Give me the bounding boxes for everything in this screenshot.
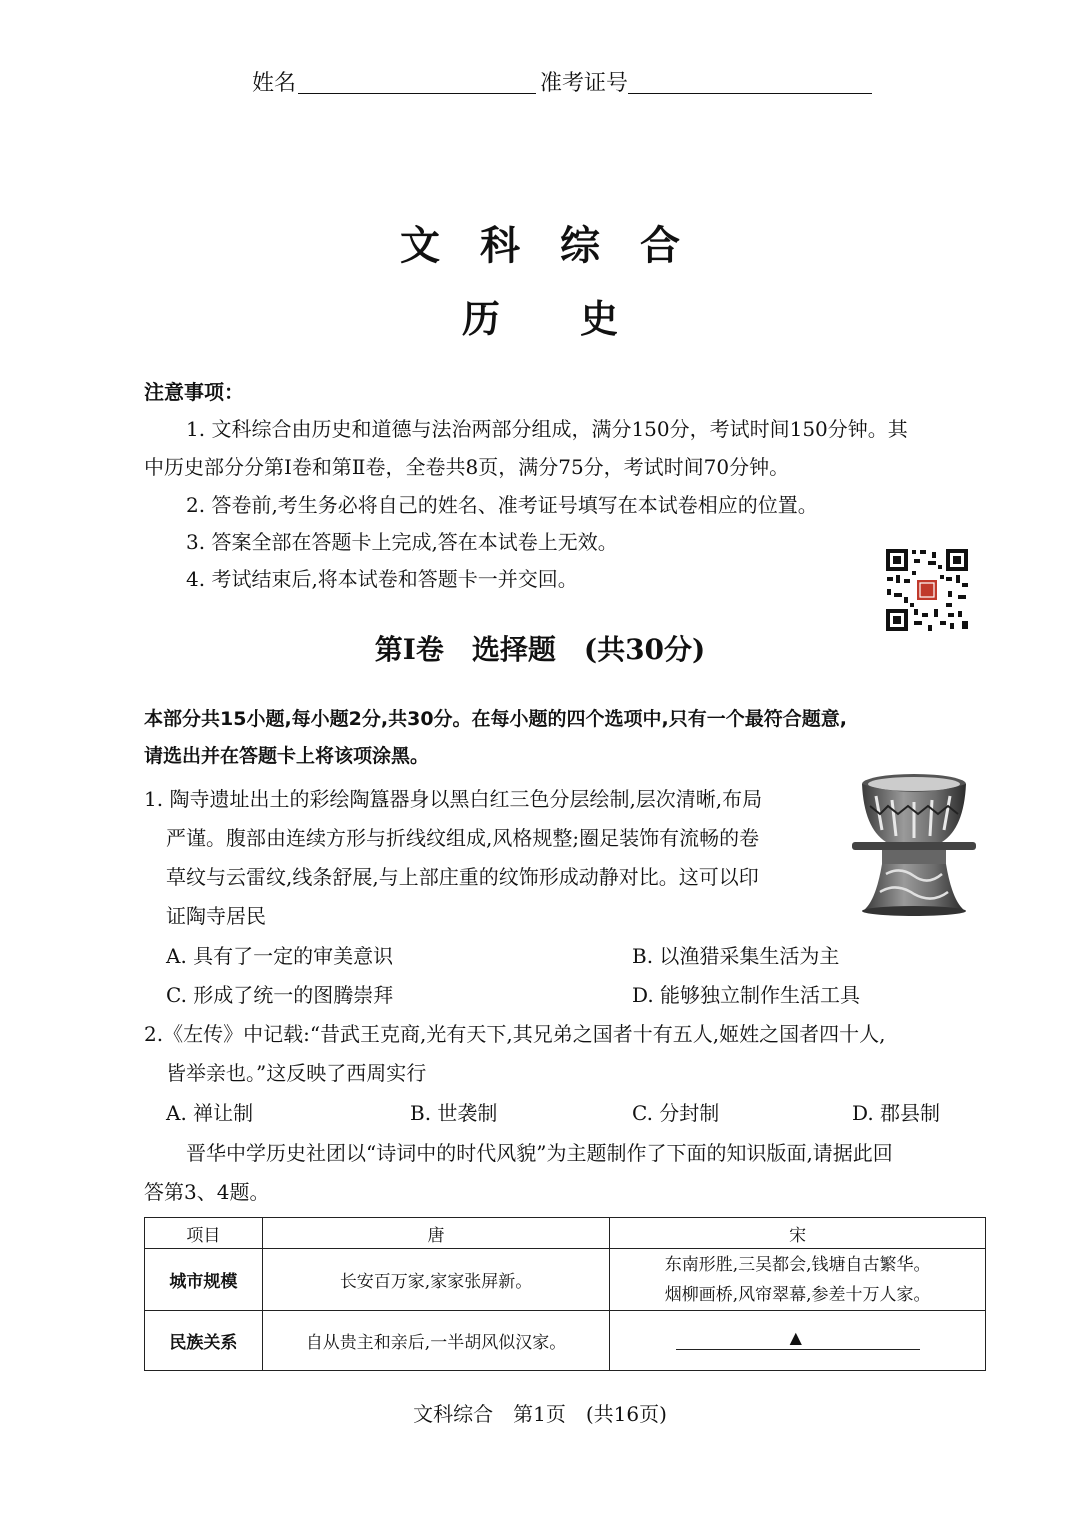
table-header-item: 项目 — [145, 1218, 263, 1249]
part-1-intro-line-2: 请选出并在答题卡上将该项涂黑。 — [144, 745, 430, 767]
name-label: 姓名 — [252, 71, 297, 96]
candidate-info-header — [0, 66, 1080, 102]
q1-stem-line-2: 严谨。腹部由连续方形与折线纹组成,风格规整;圈足装饰有流畅的卷 — [166, 826, 760, 850]
cell-song-ethnic-relations — [610, 1311, 986, 1371]
row-label-city-scale: 城市规模 — [145, 1249, 263, 1311]
q1-stem-line-3: 草纹与云雷纹,线条舒展,与上部庄重的纹饰形成动静对比。这可以印 — [166, 865, 759, 889]
page-footer: 文科综合 第1页 (共16页) — [413, 1402, 667, 1426]
q2-option-d: D. 郡县制 — [852, 1101, 941, 1125]
exam-id-blank-line — [628, 93, 872, 94]
table-header-tang: 唐 — [262, 1218, 609, 1249]
qr-code-icon — [884, 547, 970, 633]
notice-item-1-line-1: 1. 文科综合由历史和道德与法治两部分组成，满分150分，考试时间150分钟。其 — [186, 417, 908, 441]
part-1-intro-line-1: 本部分共15小题,每小题2分,共30分。在每小题的四个选项中,只有一个最符合题意, — [144, 708, 847, 730]
q34-intro-line-2: 答第3、4题。 — [144, 1180, 270, 1204]
exam-id-label: 准考证号 — [540, 71, 629, 96]
knowledge-table — [144, 1217, 986, 1371]
table-row — [145, 1311, 986, 1371]
q34-intro-line-1: 晋华中学历史社团以“诗词中的时代风貌”为主题制作了下面的知识版面,请据此回 — [186, 1141, 893, 1165]
table-header-row — [145, 1218, 986, 1249]
notice-item-3: 3. 答案全部在答题卡上完成,答在本试卷上无效。 — [186, 530, 618, 554]
painted-pottery-vessel-icon — [852, 770, 976, 918]
q1-option-c: C. 形成了统一的图腾崇拜 — [166, 983, 394, 1007]
part-1-title: 第Ⅰ卷 选择题 (共30分) — [374, 633, 706, 666]
notice-item-4: 4. 考试结束后,将本试卷和答题卡一并交回。 — [186, 567, 578, 591]
name-blank-line — [298, 93, 536, 94]
q2-option-a: A. 禅让制 — [166, 1101, 254, 1125]
table-header-song: 宋 — [610, 1218, 986, 1249]
song-city-line-1: 东南形胜,三吴都会,钱塘自古繁华。 — [664, 1254, 931, 1275]
page-title: 文科综合 — [400, 223, 720, 269]
q2-stem-line-1: 2.《左传》中记载:“昔武王克商,光有天下,其兄弟之国者十有五人,姬姓之国者四十人, — [144, 1022, 886, 1046]
cell-tang-ethnic-relations: 自从贵主和亲后,一半胡风似汉家。 — [262, 1311, 609, 1371]
q1-stem-line-1: 1. 陶寺遗址出土的彩绘陶簋器身以黑白红三色分层绘制,层次清晰,布局 — [144, 787, 763, 811]
song-city-line-2: 烟柳画桥,风帘翠幕,参差十万人家。 — [664, 1284, 931, 1305]
q2-option-c: C. 分封制 — [632, 1101, 720, 1125]
page-subtitle: 历史 — [461, 297, 698, 341]
row-label-ethnic-relations: 民族关系 — [145, 1311, 263, 1371]
table-row — [145, 1249, 986, 1311]
q1-stem-line-4: 证陶寺居民 — [166, 904, 266, 928]
q2-option-b: B. 世袭制 — [410, 1101, 498, 1125]
q1-option-a: A. 具有了一定的审美意识 — [166, 944, 394, 968]
cell-tang-city-scale: 长安百万家,家家张屏新。 — [262, 1249, 609, 1311]
q1-option-b: B. 以渔猎采集生活为主 — [632, 944, 840, 968]
cell-song-city-scale — [610, 1249, 986, 1311]
answer-blank-line — [676, 1327, 920, 1350]
triangle-mark-icon: ▲ — [789, 1327, 802, 1347]
q2-stem-line-2: 皆举亲也。”这反映了西周实行 — [166, 1061, 427, 1085]
notice-item-2: 2. 答卷前,考生务必将自己的姓名、准考证号填写在本试卷相应的位置。 — [186, 493, 818, 517]
q1-option-d: D. 能够独立制作生活工具 — [632, 983, 861, 1007]
notice-heading: 注意事项： — [144, 380, 244, 404]
notice-item-1-line-2: 中历史部分分第Ⅰ卷和第Ⅱ卷，全卷共8页，满分75分，考试时间70分钟。 — [144, 455, 790, 479]
